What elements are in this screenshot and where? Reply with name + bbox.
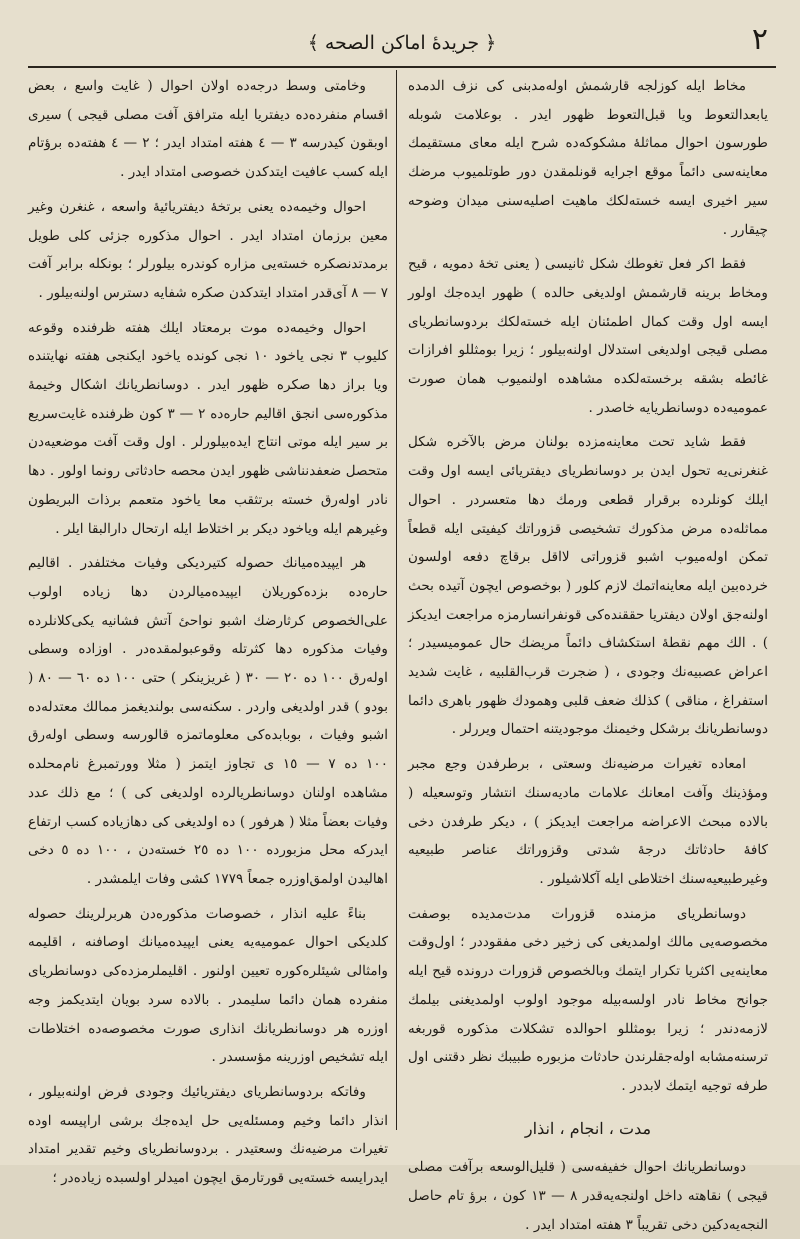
paragraph: دوسانطریای مزمنده قزورات مدت‌مدیده بوصفت مخصوصه‌یی مالك اولمدیغی کی زخیر دخی مفقوددر ؛ اول‌وقت معاینه‌یی اکثریا تکرار ایتمك وبالخصوص قزورات درونده قیح ایله جوانح مخاط نادر اولسه‌بیله موجود اولوب اولمدیغنی بیلمك لازمه‌دندر ؛ زیرا بومثللو احوالده تشکلات مذکوره قوربغه ترسنه‌مشابه اوله‌جقلرندن حادثات مزبوره طبیبك نظر دقتنی اول طرفه توجیه ایتمك لابددر . (408, 905, 768, 1094)
section-heading: مدت ، انجام ، انذار (524, 1118, 652, 1138)
running-title: ﴿ جریدهٔ اماکن الصحه ﴾ (307, 32, 497, 54)
paragraph: فقط اکر فعل تغوطك شکل ثانیسی ( یعنی تخهٔ دمویه ، قیح ومخاط برینه قارشمش اولدیغی حالده ) ظهور ایده‌جك اولور ایسه اول وقت کمال اطمئنان ایله خسته‌لکك بردوسانطریای مصلی قیجی اولدیغی استدلال اولنه‌بیلور ؛ زیرا بومثللو افرازات غائطه بشقه برخسته‌لکده مشاهده اولنمیوب همان صورت عمومیه‌ده دوسانطریایه خاصدر . (408, 256, 768, 416)
paragraph: وخامتی وسط درجه‌ده اولان احوال ( غایت واسع ، بعض اقسام منفرده‌ده دیفتریا ایله مترافق آفت مصلی قیجی ) سیری اوبقون کیدرسه ٣ — ٤ هفته امتداد ایدر ؛ ٢ — ٤ هفته‌ده برؤتام ایله کسب عافیت ایتدکدن خصوصی امتداد ایدر . (28, 78, 388, 181)
page-number: ٢ (751, 22, 768, 57)
page-header (28, 22, 776, 68)
paragraph: وفاتکه بردوسانطریای دیفتریائیك وجودی فرض اولنه‌بیلور ، انذار دائما وخیم ومسئله‌یی حل ایده‌جك برشی اراپیسه اوده تغیرات مرضیه‌نك وسعتیدر . بردوسانطریای وخیم تقدیر امتداد ایدرایسه خسته‌یی قورتارمق ایچون امیدلر اولسبده زیاده‌در ؛ (28, 1083, 388, 1187)
column-divider (396, 70, 397, 1130)
right-column (408, 72, 768, 1233)
header-rule (28, 66, 776, 68)
paragraph: احوال وخیمه‌ده موت برمعتاد ایلك هفته ظرفنده وقوعه کلیوب ٣ نجی یاخود ١٠ نجی کونده یاخود ایکنجی هفته نهایتنده ویا براز دها صکره ظهور ایدر . دوسانطریانك اشکال وخیمهٔ مذکوره‌سی انجق اقالیم حاره‌ده ٢ — ٣ کون ظرفنده غایت‌سریع بر سیر ایله موتی انتاج ایده‌بیلورلر . اول وقت آفت موضعیه‌دن متحصل ضعفدنناشی ظهور ایدن محصه حادثاتی رونما اولور . دها نادر اوله‌رق خسته برتثقب معا یاخود متعمم برذات البریطون وغیرهم ایله وياخود دیکر بر اختلاط ایله ارتحال دارالبقا ایلر . (28, 319, 388, 537)
paragraph: امعاده تغیرات مرضیه‌نك وسعتی ، برطرفدن وجع مجبر ومؤذینك وآفت امعانك علامات مادیه‌سنك انتشار وتوسعیله ( بالاده مبحث الاعراضه مراجعت ایدیکز ) ، دیکر طرفدن دخی کافهٔ حادثاتك درجهٔ شدتی وقزوراتك عناصر طبیعیه وغیرطبیعیه‌سنك اختلاطی ایله آکلاشیلور . (408, 756, 768, 887)
paragraph: فقط شاید تحت معاینه‌مزده بولنان مرض بالآخره شکل غنغرنی‌یه تحول ایدن بر دوسانطریای دیفتریائی ایسه اول وقت ایلك کونلرده برقرار قطعی ورمك دها متعسردر . احوال مماثله‌ده مرض مذکورك تشخیصی قزوراتك کیفیتی ایله قطعاً تمکن اوله‌میوب اشبو قزوراتی لااقل برقاچ دفعه اولسون خرده‌بین ایله معاینه‌اتمك لازم کلور ( بوخصوص ایچون آتیده بحث اولنه‌جق اولان دیفتریا حققنده‌کی قونفرانسارمزه مراجعت ایدیکز ) . الك مهم نقطهٔ استکشاف دائماً مریضك حال عمومیسیدر ؛ اعراض عصبیه‌نك وجودی ، ( ضجرت قرب‌القلبیه ، غایت شدید استفراغ ، مناقی ) کذلك ضعف قلبی وهمودك ظهور باهری دائما دوسانطریانك برشکل وخیمنك موجودیتنه احتمال ویررلر . (408, 434, 768, 738)
left-column (28, 72, 388, 1187)
paragraph: بناءً علیه انذار ، خصوصات مذکوره‌دن هربرلرینك حصوله کلدیکی احوال عمومیه‌یه یعنی ایپیده‌میانك اوصافنه ، اقلیمه وامثالی شیئلره‌کوره تعیین اولنور . اقلیملرمزده‌کی دوسانطریای منفرده همان دائما سلیمدر . بالاده سرد بویان ایتدیکمز وجه اوزره هر دوسانطریانك انذاری صورت مخصوصه‌ده اختلاطات ایله تشخیص اوزرینه مؤسسدر . (28, 905, 388, 1066)
paragraph: مخاط ایله کوزلجه قارشمش اوله‌مدبنی کی نزف الدمده یابعدالتعوط ویا قبل‌التعوط ظهور ایدر . بوعلامت شوبله طورسون احوال مماثلهٔ مشکوکه‌ده شرح ایله معای مستقیمك معاینه‌سی دائماً موقع اجرایه قونلمقدن دور طوتلمیوب مرضك سیر اخیری ایسه خسته‌لکك ماهیت اصلیه‌سنی میدان وضوحه چیقارر . (408, 78, 768, 238)
paragraph: هر ایپیده‌میانك حصوله کتیردیکی وفیات مختلفدر . اقالیم حاره‌ده بزده‌کوریلان ایپیده‌میالردن دها زیاده اولوب علی‌الخصوص کرثارضك اشبو نواحیٔ آتش فشانیه یکی‌کلانلرده وفیات مذکوره دها کثرتله وقوعبولمقده‌در . اوزاده وسطی اوله‌رق ١٠٠ ده ٢٠ — ٣٠ ( غریزینکر ) حتی ١٠٠ ده ٦٠ — ٨٠ ( بودو ) قدر اولدیغی واردر . سکنه‌سی بولندیغمز ممالك معتدله‌ده اشبو وفیات ، بوبابده‌کی معلوماتمزه قالورسه وسطی اوله‌رق ١٠٠ ده ٧ — ١٥ ی تجاوز ایتمز ( مثلا وورتمبرغ نام‌محلده مشاهده اولنان دوسانطریالرده اولدیغی کی ) ؛ مع ذلك عدد وفیات بعضاً مثلا ( هرفور ) ده اولدیغی کی دهازیاده کسب ارتفاع ایدرکه محل مزبورده ١٠٠ ده ٢٥ خسته‌دن ، ١٠٠ ده ٥ دخی اهالیدن اولمق‌اوزره جمعاً ١٧٧٩ کشی وفات ایلمشدر . (28, 555, 388, 887)
paragraph: دوسانطریانك احوال خفیفه‌سی ( قلیل‌الوسعه برآفت مصلی قیجی ) نقاهته داخل اولنجه‌یه‌قدر ٨ — ١٣ کون ، برؤ تام حاصل النجه‌یه‌دکین دخی تقریباً ٣ هفته امتداد ایدر . (408, 1159, 768, 1233)
paragraph: احوال وخیمه‌ده یعنی برتخهٔ دیفتریائیهٔ واسعه ، غنغرن وغیر معین برزمان امتداد ایدر . احوال مذکوره جزئی کلی طویل برمدتدنصکره خسته‌یی مزاره کوندره بیلورلر ؛ بونکله برابر آفت ٧ — ٨ آی‌قدر امتداد ایتدکدن صکره شفایه دسترس اولنه‌بیلور . (28, 198, 388, 301)
